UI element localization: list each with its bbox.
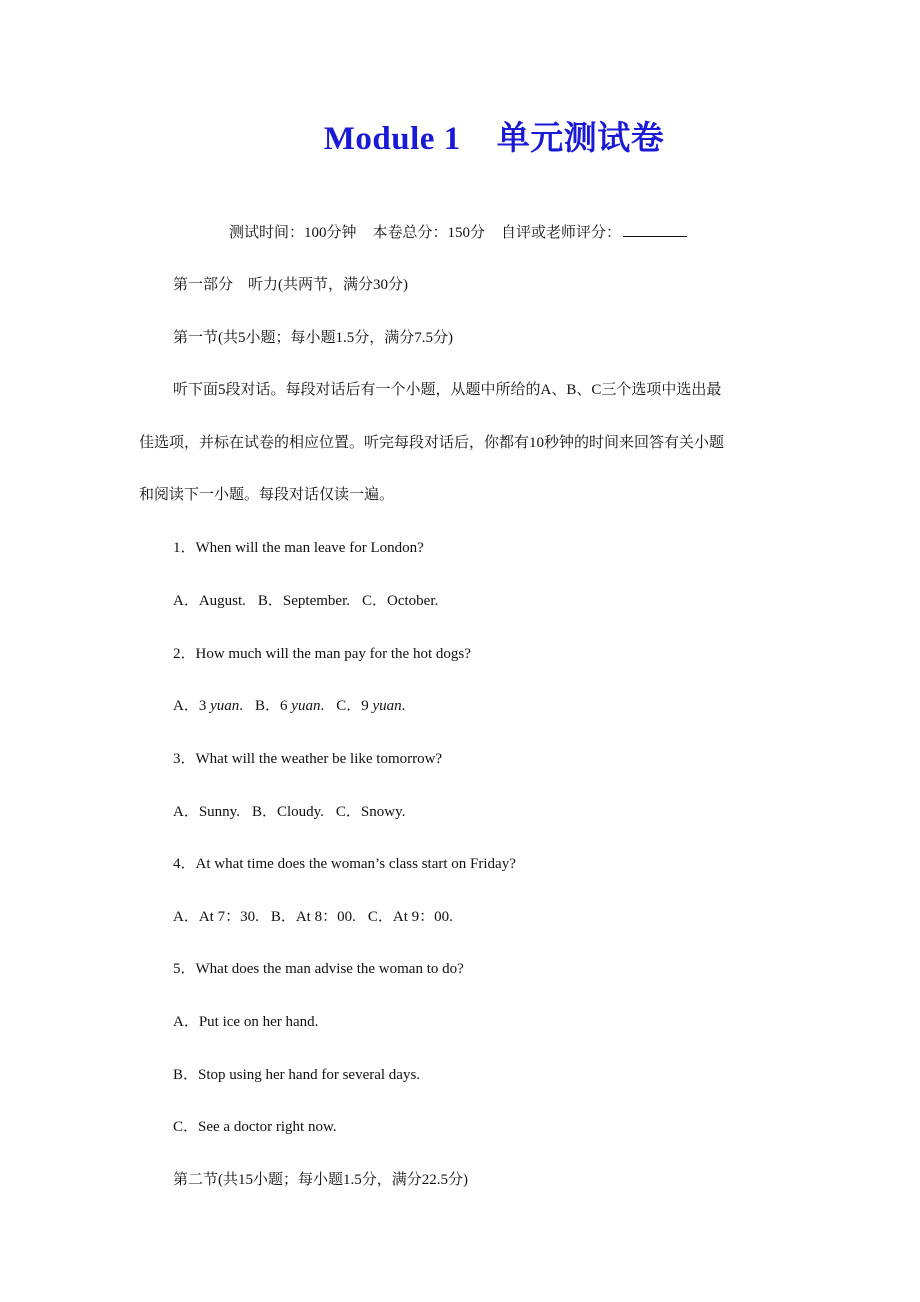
question-5-option-c: C．See a doctor right now. bbox=[173, 1119, 337, 1135]
title-module: Module 1 bbox=[323, 121, 461, 157]
option-a: A．August. bbox=[173, 593, 246, 609]
option-a: A．Sunny. bbox=[173, 804, 240, 820]
option-c: C．At 9：00. bbox=[367, 909, 453, 925]
test-time: 测试时间：100分钟 bbox=[229, 225, 357, 241]
question-number: 4． bbox=[173, 856, 196, 872]
question-1 bbox=[173, 538, 424, 558]
question-3 bbox=[173, 749, 442, 769]
question-4-options bbox=[173, 907, 453, 927]
question-number: 3． bbox=[173, 751, 196, 767]
title-chinese: 单元测试卷 bbox=[496, 121, 665, 157]
total-score: 本卷总分：150分 bbox=[372, 225, 486, 241]
question-2 bbox=[173, 644, 471, 664]
question-2-options bbox=[173, 696, 405, 716]
option-a: A．At 7：30. bbox=[173, 909, 259, 925]
question-text: How much will the man pay for the hot dogs? bbox=[195, 646, 471, 662]
option-c: C．Snowy. bbox=[335, 804, 406, 820]
option-c: C．October. bbox=[362, 593, 439, 609]
question-3-options bbox=[173, 802, 405, 822]
question-4 bbox=[173, 854, 516, 874]
option-b: B．September. bbox=[257, 593, 350, 609]
section2-heading: 第二节(共15小题；每小题1.5分，满分22.5分) bbox=[173, 1172, 468, 1188]
question-5 bbox=[173, 959, 464, 979]
score-label: 自评或老师评分： bbox=[501, 225, 622, 241]
question-number: 5． bbox=[173, 961, 196, 977]
instructions-line-2: 佳选项，并标在试卷的相应位置。听完每段对话后，你都有10秒钟的时间来回答有关小题 bbox=[139, 435, 725, 451]
instructions-line-3: 和阅读下一小题。每段对话仅读一遍。 bbox=[139, 487, 395, 503]
question-text: When will the man leave for London? bbox=[195, 540, 424, 556]
document-title bbox=[0, 112, 920, 159]
instructions-line-1: 听下面5段对话。每段对话后有一个小题，从题中所给的A、B、C三个选项中选出最 bbox=[173, 382, 722, 398]
part1-heading: 第一部分 听力(共两节，满分30分) bbox=[173, 277, 408, 293]
exam-meta bbox=[229, 222, 687, 243]
question-text: What does the man advise the woman to do? bbox=[195, 961, 464, 977]
option-b: B．6 yuan. bbox=[255, 698, 325, 714]
option-c: C．9 yuan. bbox=[336, 698, 406, 714]
question-1-options bbox=[173, 591, 438, 611]
question-number: 2． bbox=[173, 646, 196, 662]
question-5-option-a: A．Put ice on her hand. bbox=[173, 1014, 319, 1030]
question-5-option-b: B．Stop using her hand for several days. bbox=[173, 1067, 421, 1083]
question-text: At what time does the woman’s class start on Friday? bbox=[195, 856, 516, 872]
score-blank bbox=[623, 222, 687, 237]
option-b: B．Cloudy. bbox=[251, 804, 324, 820]
option-b: B．At 8：00. bbox=[270, 909, 356, 925]
option-a: A．3 yuan. bbox=[173, 698, 244, 714]
question-number: 1． bbox=[173, 540, 196, 556]
section1-heading: 第一节(共5小题；每小题1.5分，满分7.5分) bbox=[173, 330, 453, 346]
question-text: What will the weather be like tomorrow? bbox=[195, 751, 443, 767]
